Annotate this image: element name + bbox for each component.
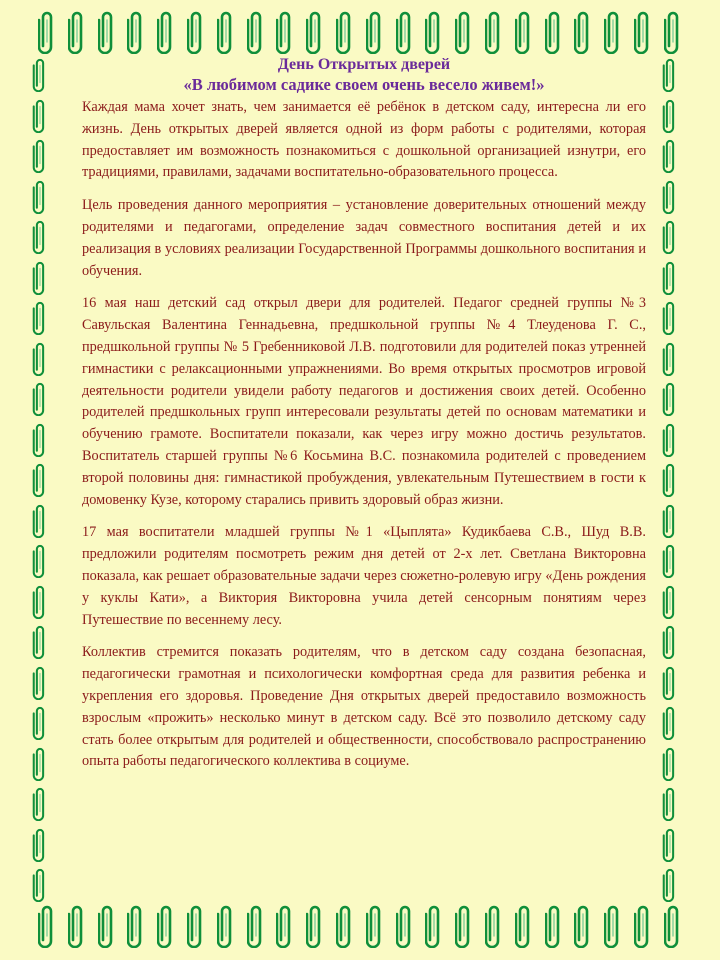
paperclip-icon — [485, 8, 503, 54]
paperclip-icon — [306, 8, 324, 54]
paperclip-icon — [32, 340, 48, 376]
paperclip-icon — [32, 218, 48, 254]
paperclip-icon — [127, 902, 145, 948]
paperclip-icon — [662, 340, 678, 376]
paperclip-icon — [545, 8, 563, 54]
paperclip-icon — [32, 542, 48, 578]
paperclip-icon — [662, 259, 678, 295]
paperclip-icon — [662, 421, 678, 457]
paperclip-icon — [32, 421, 48, 457]
paperclip-icon — [157, 902, 175, 948]
paragraph-goal: Цель проведения данного мероприятия – установление доверительных отношений между родителями и педагогами, определение задач совместного воспитания детей и их реализация в условиях реализации Государственной Программы дошкольного воспитания и обучения. — [82, 197, 646, 279]
paperclip-icon — [662, 785, 678, 821]
paperclip-icon — [32, 56, 48, 92]
paperclip-icon — [662, 664, 678, 700]
paperclip-icon — [662, 299, 678, 335]
paperclip-icon — [32, 704, 48, 740]
paperclip-icon — [662, 502, 678, 538]
paperclip-icon — [662, 461, 678, 497]
paperclip-icon — [32, 178, 48, 214]
paperclip-icon — [634, 902, 652, 948]
paperclip-icon — [157, 8, 175, 54]
paperclip-icon — [634, 8, 652, 54]
paperclip-icon — [247, 8, 265, 54]
paperclip-icon — [68, 8, 86, 54]
paperclip-icon — [217, 902, 235, 948]
paperclip-icon — [98, 8, 116, 54]
paperclip-icon — [515, 8, 533, 54]
paperclip-icon — [604, 8, 622, 54]
paperclip-icon — [664, 902, 682, 948]
paperclip-icon — [366, 8, 384, 54]
paperclip-icon — [32, 137, 48, 173]
paragraph-may-16: 16 мая наш детский сад открыл двери для родителей. Педагог средней группы №3 Савульская Валентина Геннадьевна, предшкольной группы №4 Тлеуденова Г. С., предшкольной группы № 5 Гребенниковой Л.В. подготовили для родителей показ утренней гимнастики с релаксационными упражнениями. Во время открытых просмотров игровой деятельности родители увидели работу педагогов и достижения своих детей. Особенно родителей предшкольных групп интересовали результаты детей по основам математики и обучению грамоте. Воспитатели показали, как через игру можно достичь результатов. Воспитатель старшей группы №6 Косьмина В.С. познакомила родителей с проведением второй половины дня: гимнастикой пробуждения, увлекательным Путешествием в гости к домовенку Кузе, которому старались привить здоровый образ жизни. — [82, 295, 646, 508]
paperclip-icon — [662, 56, 678, 92]
paperclip-icon — [396, 8, 414, 54]
document-body — [82, 55, 646, 784]
paperclip-icon — [68, 902, 86, 948]
paperclip-icon — [32, 785, 48, 821]
paragraph-intro: Каждая мама хочет знать, чем занимается её ребёнок в детском саду, интересна ли его жизнь. День открытых дверей является одной из форм работы с родителями, которая предоставляет им возможность познакомиться с дошкольной организацией изнутри, его традициями, правилами, задачами воспитательно-образовательного процесса. — [82, 99, 646, 181]
paperclip-icon — [662, 826, 678, 862]
paperclip-border-bottom — [0, 902, 720, 950]
paperclip-icon — [662, 218, 678, 254]
paperclip-icon — [662, 542, 678, 578]
paperclip-icon — [32, 380, 48, 416]
paperclip-icon — [662, 704, 678, 740]
paperclip-icon — [662, 178, 678, 214]
paperclip-icon — [396, 902, 414, 948]
paperclip-icon — [336, 8, 354, 54]
paperclip-icon — [276, 902, 294, 948]
paperclip-icon — [276, 8, 294, 54]
paperclip-icon — [662, 137, 678, 173]
paperclip-icon — [662, 583, 678, 619]
paperclip-icon — [425, 902, 443, 948]
paperclip-border-left — [32, 56, 56, 902]
paperclip-border-right — [662, 56, 686, 902]
paperclip-icon — [32, 502, 48, 538]
paperclip-icon — [32, 866, 48, 902]
paperclip-icon — [32, 623, 48, 659]
paperclip-icon — [217, 8, 235, 54]
paperclip-icon — [32, 259, 48, 295]
paperclip-icon — [485, 902, 503, 948]
paperclip-icon — [515, 902, 533, 948]
paperclip-icon — [32, 461, 48, 497]
paperclip-border-top — [0, 8, 720, 56]
paperclip-icon — [32, 97, 48, 133]
paperclip-icon — [127, 8, 145, 54]
paperclip-icon — [38, 8, 56, 54]
paperclip-icon — [32, 664, 48, 700]
paperclip-icon — [366, 902, 384, 948]
paragraph-conclusion: Коллектив стремится показать родителям, что в детском саду создана безопасная, педагогически грамотная и психологически комфортная среда для развития ребенка и укрепления его здоровья. Проведение Дня открытых дверей предоставило возможность взрослым «прожить» несколько минут в детском саду. Всё это позволило детскому саду стать более открытым для родителей и общественности, способствовало распространению опыта работы педагогического коллектива в социуме. — [82, 644, 646, 770]
paperclip-icon — [604, 902, 622, 948]
paperclip-icon — [425, 8, 443, 54]
paperclip-icon — [32, 299, 48, 335]
paperclip-icon — [455, 8, 473, 54]
paperclip-icon — [98, 902, 116, 948]
paperclip-icon — [306, 902, 324, 948]
paperclip-icon — [662, 97, 678, 133]
paperclip-icon — [455, 902, 473, 948]
paperclip-icon — [545, 902, 563, 948]
paperclip-icon — [336, 902, 354, 948]
paperclip-icon — [574, 8, 592, 54]
paragraph-may-17: 17 мая воспитатели младшей группы №1 «Цыплята» Кудикбаева С.В., Шуд В.В. предложили родителям посмотреть режим дня детей от 2-х лет. Светлана Викторовна показала, как решает образовательные задачи через сюжетно-ролевую игру «День рождения у куклы Кати», а Виктория Викторовна учила детей сенсорным понятиям через Путешествие по весеннему лесу. — [82, 524, 646, 628]
paperclip-icon — [664, 8, 682, 54]
paperclip-icon — [187, 902, 205, 948]
paperclip-icon — [662, 745, 678, 781]
paperclip-icon — [247, 902, 265, 948]
paperclip-icon — [662, 866, 678, 902]
paperclip-icon — [38, 902, 56, 948]
paperclip-icon — [662, 380, 678, 416]
paperclip-icon — [187, 8, 205, 54]
document-title: День Открытых дверей — [277, 56, 451, 73]
paperclip-icon — [32, 583, 48, 619]
paperclip-icon — [32, 826, 48, 862]
document-subtitle: «В любимом садике своем очень весело живем!» — [183, 75, 545, 94]
paperclip-icon — [32, 745, 48, 781]
paperclip-icon — [574, 902, 592, 948]
paperclip-icon — [662, 623, 678, 659]
